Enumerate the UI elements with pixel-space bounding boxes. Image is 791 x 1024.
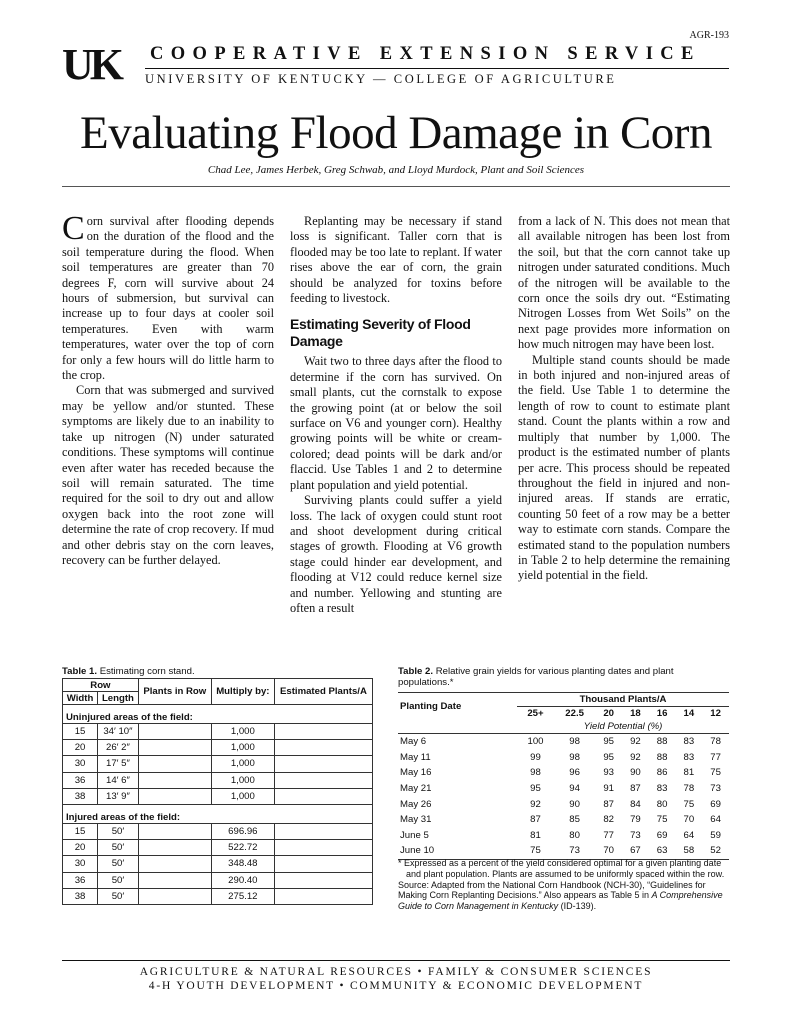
cell-multiply: 1,000	[211, 772, 274, 788]
body-column-2	[290, 214, 502, 616]
cell-yield: 83	[656, 783, 668, 795]
cell-plants	[138, 756, 211, 772]
cell-yield: 94	[569, 783, 580, 795]
cell-length: 50′	[98, 840, 139, 856]
footer-line-1: AGRICULTURE & NATURAL RESOURCES • FAMILY & CONSUMER SCIENCES	[139, 966, 653, 978]
cell-width: 30	[63, 756, 98, 772]
document-number: AGR-193	[689, 30, 729, 41]
cell-yield: 85	[569, 814, 580, 826]
table-row	[398, 750, 729, 766]
cell-yield: 78	[683, 783, 695, 795]
cell-length: 50′	[98, 856, 139, 872]
cell-date: May 21	[400, 783, 432, 795]
table1	[62, 678, 373, 905]
table2-footnote: * Expressed as a percent of the yield considered optimal for a given planting date and plant population. Plants are assumed to be uniformly spaced within the row.	[398, 858, 725, 879]
cell-yield: 98	[569, 736, 580, 748]
cell-yield: 80	[569, 829, 580, 841]
header-divider	[145, 68, 729, 69]
cell-length: 13′ 9″	[98, 788, 139, 804]
cell-width: 36	[63, 872, 98, 888]
cell-estimated	[274, 756, 372, 772]
header-row: Row	[63, 679, 139, 692]
cell-width: 15	[63, 823, 98, 839]
cell-yield: 67	[622, 843, 649, 859]
cell-yield: 73	[630, 829, 641, 841]
cell-yield: 75	[656, 814, 668, 826]
cell-yield: 70	[683, 814, 695, 826]
paragraph: Multiple stand counts should be made in both injured and non-injured areas of the field. Use Table 1 to determine the length of row to count to estimate plant stand. Count the plants within a row and multiply that number by 1,000. The product is the estimated number of plants per acre. This process should be repeated throughout the field in injured and non-injured areas. If stands are erratic, counting 50 feet of a row may be a better way to estimate corn stands. Compare the estimated stand to the population numbers in Table 2 to help determine the remaining yield potential in the field.	[518, 352, 730, 583]
footer-line-2: 4-H YOUTH DEVELOPMENT • COMMUNITY & ECONOMIC DEVELOPMENT	[148, 980, 644, 992]
page-title: Evaluating Flood Damage in Corn	[80, 107, 712, 159]
column-header: 16	[656, 708, 668, 719]
header-estimated: Estimated Plants/A	[274, 679, 372, 705]
cell-yield: 58	[676, 843, 703, 859]
cell-yield: 99	[530, 751, 541, 763]
caption-label: Table 1.	[62, 666, 98, 677]
table-row	[63, 788, 373, 804]
cell-yield: 83	[683, 751, 695, 763]
drop-cap: C	[62, 210, 85, 247]
cell-length: 50′	[98, 888, 139, 904]
cell-plants	[138, 872, 211, 888]
table-row	[398, 781, 729, 797]
table-row	[63, 740, 373, 756]
injured-rows	[63, 823, 373, 904]
footer-divider	[62, 960, 730, 961]
cell-yield: 93	[603, 767, 614, 779]
cell-yield: 77	[603, 829, 614, 841]
cell-width: 36	[63, 772, 98, 788]
source-text: Source: Adapted from the National Corn Handbook (NCH-30), “Guidelines for Making Corn Replanting Decisions.” Also appears as Table 5 in	[398, 879, 706, 901]
paragraph: Wait two to three days after the flood to determine if the corn has survived. On small plants, cut the cornstalk to expose the growing point (at or below the soil surface on V6 and younger corn). Healthy growing points will be white or cream-colored; dead points will be dark and/or flaccid. Use Tables 1 and 2 to determine plant population and yield potential.	[290, 354, 502, 492]
cell-yield: 98	[569, 751, 580, 763]
cell-plants	[138, 840, 211, 856]
cell-date: May 26	[400, 798, 432, 810]
cell-yield: 87	[603, 798, 614, 810]
cell-estimated	[274, 823, 372, 839]
source-title: A Comprehensive Guide to Corn Management in Kentucky	[398, 890, 723, 912]
cell-yield: 84	[630, 798, 641, 810]
cell-yield: 95	[530, 783, 541, 795]
cell-estimated	[274, 840, 372, 856]
cell-plants	[138, 823, 211, 839]
table-row	[398, 765, 729, 781]
cell-plants	[138, 856, 211, 872]
header-length: Length	[98, 692, 139, 705]
section-heading: Estimating Severity of Flood Damage	[290, 316, 471, 350]
cell-yield: 90	[569, 798, 580, 810]
table-row	[63, 823, 373, 839]
table-row	[63, 856, 373, 872]
cell-estimated	[274, 772, 372, 788]
table-row	[63, 772, 373, 788]
cell-estimated	[274, 740, 372, 756]
cell-yield: 70	[595, 843, 622, 859]
table2-source	[398, 880, 728, 912]
table-row	[398, 734, 729, 750]
cell-length: 14′ 6″	[98, 772, 139, 788]
cell-yield: 78	[710, 736, 721, 748]
cell-yield: 73	[710, 783, 721, 795]
cell-yield: 82	[603, 814, 614, 826]
cell-estimated	[274, 888, 372, 904]
section-injured: Injured areas of the field:	[63, 804, 373, 823]
authors: Chad Lee, James Herbek, Greg Schwab, and Lloyd Murdock, Plant and Soil Sciences	[207, 164, 585, 176]
cell-yield: 79	[630, 814, 641, 826]
cell-yield: 69	[710, 798, 721, 810]
title-divider	[62, 186, 730, 187]
cell-yield: 87	[630, 783, 641, 795]
header-planting-date: Planting Date	[398, 693, 517, 721]
paragraph: from a lack of N. This does not mean that all available nitrogen has been lost from the soil, but that the corn cannot take up nitrogen under saturated conditions. Much of the nitrogen will be available to the corn once the soils dry out. “Estimating Nitrogen Losses from Wet Soils” on the next page provides more information on how much nitrogen may have been lost.	[518, 214, 730, 352]
cell-plants	[138, 740, 211, 756]
cell-yield: 100	[527, 736, 544, 748]
cell-yield: 69	[656, 829, 668, 841]
caption-text: Estimating corn stand.	[99, 666, 195, 677]
cell-width: 20	[63, 840, 98, 856]
cell-width: 15	[63, 724, 98, 740]
section-uninjured: Uninjured areas of the field:	[63, 705, 373, 724]
cell-yield: 64	[710, 814, 721, 826]
cell-yield: 75	[517, 843, 554, 859]
cell-length: 26′ 2″	[98, 740, 139, 756]
cell-yield: 88	[656, 736, 668, 748]
cell-yield: 95	[603, 736, 614, 748]
cell-yield: 75	[710, 767, 721, 779]
table-row	[63, 724, 373, 740]
cell-yield: 88	[656, 751, 668, 763]
cell-yield: 87	[530, 814, 541, 826]
cell-multiply: 1,000	[211, 788, 274, 804]
cell-yield: 98	[530, 767, 541, 779]
cell-width: 38	[63, 888, 98, 904]
table2-caption	[398, 666, 728, 688]
paragraph: Surviving plants could suffer a yield loss. The lack of oxygen could stunt root and shoot development during critical stages of growth. Flooding at V6 growth stage could hinder ear development, and flooding at V12 could reduce kernel size and number. Yellowing and stunting are often a result	[290, 493, 502, 615]
cell-yield: 83	[683, 736, 695, 748]
cell-yield: 81	[530, 829, 541, 841]
cell-yield: 92	[630, 736, 641, 748]
cell-date: May 11	[400, 751, 431, 763]
body-column-1	[62, 210, 274, 568]
cell-length: 50′	[98, 872, 139, 888]
source-text: (ID-139).	[558, 901, 597, 912]
cell-yield: 77	[710, 751, 721, 763]
cell-yield: 64	[683, 829, 695, 841]
cell-multiply: 1,000	[211, 756, 274, 772]
cell-yield: 92	[630, 751, 641, 763]
cell-multiply: 696.96	[211, 823, 274, 839]
cell-plants	[138, 772, 211, 788]
table-row	[63, 756, 373, 772]
column-header: 18	[630, 708, 641, 719]
cell-plants	[138, 888, 211, 904]
cell-yield: 75	[683, 798, 695, 810]
column-header: 22.5	[565, 708, 584, 719]
table-row	[398, 812, 729, 828]
cell-multiply: 1,000	[211, 740, 274, 756]
cell-yield: 59	[710, 829, 721, 841]
cell-yield: 63	[649, 843, 676, 859]
table2	[398, 692, 729, 860]
cell-length: 17′ 5″	[98, 756, 139, 772]
header-multiply: Multiply by:	[211, 679, 274, 705]
cell-yield: 52	[702, 843, 729, 859]
cell-width: 20	[63, 740, 98, 756]
cell-multiply: 348.48	[211, 856, 274, 872]
service-name: COOPERATIVE EXTENSION SERVICE	[150, 44, 701, 64]
cell-date: May 31	[400, 814, 432, 826]
cell-yield: 73	[554, 843, 595, 859]
cell-yield: 86	[656, 767, 668, 779]
cell-multiply: 522.72	[211, 840, 274, 856]
cell-date: May 6	[400, 736, 427, 748]
cell-yield: 80	[656, 798, 668, 810]
column-header: 20	[603, 708, 614, 719]
paragraph: Corn that was submerged and survived may be yellow and/or stunted. These symptoms are likely due to an inability to take up nitrogen (N) under saturated conditions. These symptoms will continue even after water has receded because the soil will remain saturated. The time required for the soil to dry out and allow oxygen back into the root zone will determine the rate of crop recovery. If mud and other debris stay on the corn leaves, recovery can be further delayed.	[62, 383, 274, 567]
table-row	[398, 843, 729, 859]
paragraph-text: orn survival after flooding depends on the duration of the flood and the soil temperature during the flood. When soil temperatures are greater than 70 degrees F, corn will survive about 24 hours of submersion, but survival can increase up to four days at cooler soil temperatures. Even with warm temperatures, water over the top of corn for only a few hours will do little harm to the crop.	[62, 214, 274, 383]
cell-estimated	[274, 872, 372, 888]
table2-notes	[398, 858, 728, 912]
cell-date: June 5	[400, 829, 429, 841]
caption-label: Table 2.	[398, 666, 434, 677]
column-header: 14	[683, 708, 695, 719]
cell-yield: 95	[603, 751, 614, 763]
cell-width: 38	[63, 788, 98, 804]
cell-width: 30	[63, 856, 98, 872]
cell-date: May 16	[400, 767, 432, 779]
header-width: Width	[63, 692, 98, 705]
cell-estimated	[274, 856, 372, 872]
body-column-3	[518, 214, 730, 584]
cell-multiply: 290.40	[211, 872, 274, 888]
cell-length: 50′	[98, 823, 139, 839]
caption-text: Relative grain yields for various planting dates and plant populations.*	[398, 666, 674, 688]
column-header: 25+	[527, 708, 544, 719]
cell-estimated	[274, 788, 372, 804]
paragraph-intro	[62, 210, 274, 383]
cell-multiply: 275.12	[211, 888, 274, 904]
university-name: UNIVERSITY OF KENTUCKY — COLLEGE OF AGRICULTURE	[145, 72, 617, 86]
header-plants: Plants in Row	[138, 679, 211, 705]
column-header: 12	[710, 708, 721, 719]
header-thousand-plants: Thousand Plants/A	[517, 693, 729, 707]
cell-plants	[138, 788, 211, 804]
cell-date: June 10	[398, 843, 517, 859]
cell-length: 34′ 10″	[98, 724, 139, 740]
table1-caption	[62, 666, 372, 677]
table-row	[63, 888, 373, 904]
table-row	[398, 828, 729, 844]
cell-yield: 92	[530, 798, 541, 810]
table-row	[63, 872, 373, 888]
uninjured-rows	[63, 724, 373, 805]
table-row	[63, 840, 373, 856]
cell-yield: 81	[683, 767, 695, 779]
yield-potential-label: Yield Potential (%)	[517, 720, 729, 734]
uk-logo	[62, 40, 140, 89]
cell-plants	[138, 724, 211, 740]
cell-yield: 91	[603, 783, 614, 795]
cell-estimated	[274, 724, 372, 740]
table-row	[398, 796, 729, 812]
uk-logo-text: UK	[62, 40, 120, 89]
cell-multiply: 1,000	[211, 724, 274, 740]
table2-rows	[398, 734, 729, 860]
paragraph: Replanting may be necessary if stand loss is significant. Taller corn that is flooded may be too late to replant. If water rises above the ear of corn, the grain should be analyzed for toxins before feeding to livestock.	[290, 214, 502, 306]
cell-yield: 90	[630, 767, 641, 779]
cell-yield: 96	[569, 767, 580, 779]
